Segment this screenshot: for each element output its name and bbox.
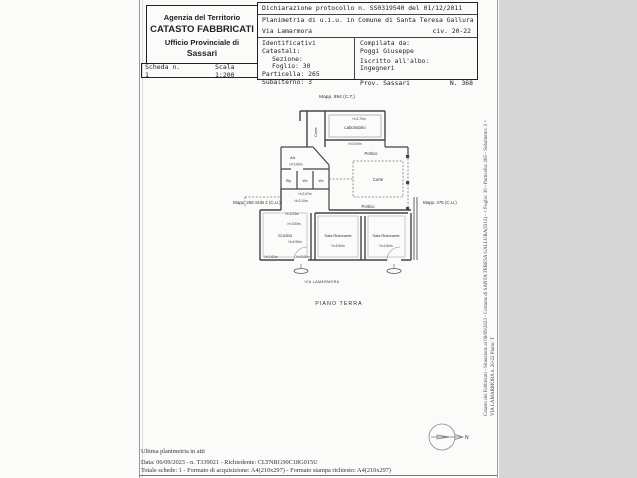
height-sala-1: H=3.50m [331, 244, 345, 248]
footer-line-2: Data: 06/09/2023 - n. T339021 - Richiedente: CLTNRG90C18G015U [141, 459, 318, 466]
identificativi-title: Identificativi Catastali: [262, 39, 316, 55]
street-label: VIA LAMARMORA [304, 280, 340, 284]
albo-number: N. 368 [449, 79, 473, 88]
compilata-title: Compilata da: [360, 39, 411, 47]
scheda-box [141, 63, 258, 78]
map-right-label: Mapp. 475 (C.U.) [423, 200, 457, 205]
side-caption-line-2: VIA LAMARMORA n. 20-22 Piano: T [490, 337, 496, 416]
room-laboratorio: Laboratorio [344, 125, 366, 130]
office-city: Sassari [186, 48, 218, 58]
height-laboratorio-bottom: H=3.00m [348, 142, 362, 146]
room-rip: Rip. [285, 179, 293, 183]
albo-label: Iscritto all'albo: [360, 56, 430, 65]
scheda-number: Scheda n. 1 [145, 62, 181, 79]
page-left-edge [139, 0, 140, 478]
side-caption [484, 119, 497, 416]
floor-plan-drawing [225, 85, 475, 320]
office-line: Ufficio Provinciale di [164, 38, 240, 47]
height-atrio: H=2.60m [289, 162, 303, 167]
height-corridor: H=3.10m [294, 199, 308, 203]
height-bottom-left: H=2.62m [264, 255, 278, 259]
sezione-label: Sezione: [272, 54, 303, 63]
room-sala-2: Sala Ristorante [372, 233, 400, 238]
protocol-row: Dichiarazione protocollo n. SS0319540 del 01/12/2011 [258, 3, 477, 15]
identificativi-cell [258, 38, 355, 86]
agency-name: Agenzia del Territorio [163, 13, 241, 22]
height-cucina: H=4.50m [288, 240, 302, 244]
height-left-upper: H=3.23m [285, 212, 299, 216]
right-boundary-wall [414, 197, 417, 260]
side-caption-line-1: Catasto dei Fabbricati - Situazione al 06/09/2023 - Comune di SANTA TERESA GALLURA(I312) - < Foglio: 30 - Particella: 265 - Subalterno: 3 > [484, 119, 489, 416]
room-cucina: Cucina [278, 233, 292, 238]
subalterno-value: Subalterno: 3 [262, 77, 313, 86]
catasto-title: CATASTO FABBRICATI [150, 24, 254, 35]
room-sala-1: Sala Ristorante [324, 233, 352, 238]
height-bottom-center: H=3.00m [296, 255, 310, 259]
room-portico-bottom: Portico [361, 204, 375, 209]
map-left-label: Mapp. 266 SUB 2 (C.U.) [233, 200, 281, 205]
compilata-cell [355, 38, 477, 88]
agency-header-box [146, 5, 258, 64]
viewer-background-band [499, 0, 637, 478]
prov-value: Prov. Sassari [360, 79, 411, 88]
room-wc1: Wc [302, 179, 308, 183]
bottom-block-walls [260, 189, 411, 260]
room-wc2: Wc [318, 179, 324, 183]
footer-line-1: Ultima planimetria in atti [141, 448, 205, 455]
street-row [258, 26, 477, 37]
north-letter: N [465, 435, 469, 441]
identifiers-section [258, 37, 477, 88]
room-atrio: Atr. [289, 155, 297, 160]
height-small-rooms: H=2.47m [298, 192, 312, 196]
room-corte-mid: Corte [372, 177, 384, 182]
room-portico-top: Portico [364, 151, 378, 156]
height-left-lower: H=3.50m [287, 222, 301, 226]
foglio-value: Foglio: 30 [272, 62, 311, 71]
room-corte-top: Corte [313, 127, 318, 137]
height-sala-2: H=2.60m [379, 244, 393, 248]
albo-value: Ingegneri [360, 64, 395, 73]
declaration-table [257, 2, 478, 88]
height-laboratorio-top: H=2.70m [352, 117, 366, 121]
page-right-edge [497, 0, 498, 478]
compilata-name: Poggi Giuseppe [360, 46, 414, 55]
floor-label: PIANO TERRA [315, 301, 363, 307]
map-top-label: Mapp. 894 (C.T.) [319, 95, 355, 100]
civic-number: civ. 20-22 [432, 27, 471, 35]
planimetria-row: Planimetria di u.i.u. in Comune di Santa Teresa Gallura [262, 16, 474, 24]
street-name: Via Lamarmora [262, 27, 313, 35]
footer-line-3: Totale schede: 1 - Formato di acquisizione: A4(210x297) - Formato stampa richiesto: A4(210x297) [141, 467, 391, 474]
particella-value: Particella: 265 [262, 70, 320, 79]
footer-rule [139, 475, 497, 476]
scala-value: Scala 1:200 [215, 62, 235, 79]
